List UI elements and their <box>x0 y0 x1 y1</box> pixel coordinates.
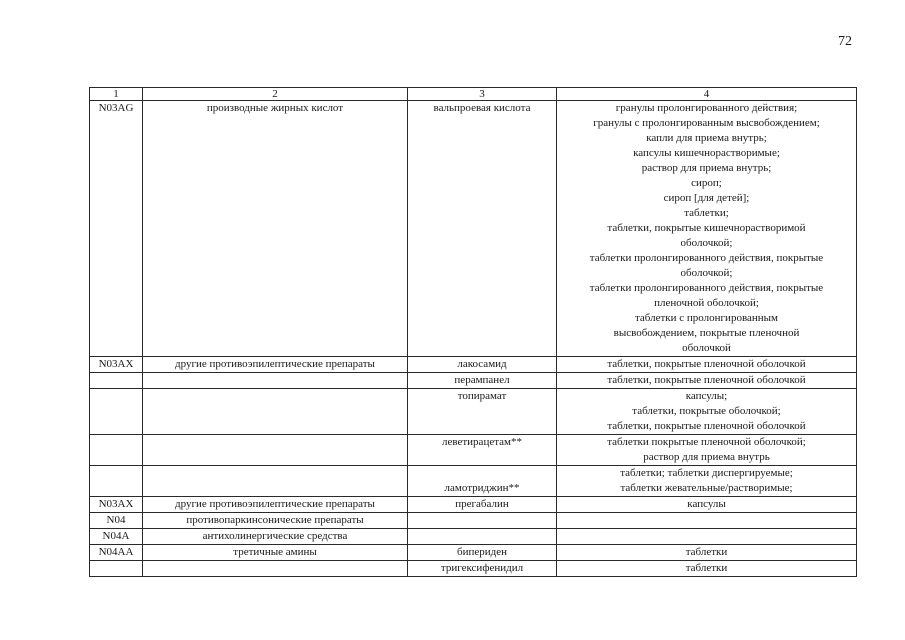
dosage-form-line: раствор для приема внутрь; <box>641 162 772 174</box>
dosage-form-line: таблетки, покрытые кишечнорастворимой <box>607 222 806 234</box>
drug-cell: ламотриджин** <box>408 466 557 497</box>
drug-cell: прегабалин <box>408 497 557 513</box>
header-col-2: 2 <box>143 88 408 101</box>
atc-code-cell <box>90 373 143 389</box>
dosage-form-line: гранулы с пролонгированным высвобождением; <box>593 117 820 129</box>
dosage-form-line: таблетки покрытые пленочной оболочкой; <box>607 436 806 448</box>
atc-code-cell: N03AG <box>90 101 143 357</box>
header-row <box>90 88 857 101</box>
dosage-forms-cell <box>557 466 857 497</box>
dosage-forms-cell <box>557 101 857 357</box>
table-row <box>90 529 857 545</box>
dosage-form-line: пленочной оболочкой; <box>654 297 759 309</box>
dosage-form-line: таблетки; <box>684 207 729 219</box>
drug-cell <box>408 513 557 529</box>
table-row <box>90 561 857 577</box>
dosage-form-line: капсулы <box>687 498 726 510</box>
atc-code-cell: N04A <box>90 529 143 545</box>
table-row <box>90 497 857 513</box>
page-number: 72 <box>838 34 852 49</box>
dosage-form-line: высвобождением, покрытые пленочной <box>613 327 800 339</box>
dosage-form-line: таблетки пролонгированного действия, покрытые <box>589 252 824 264</box>
atc-code-cell: N04 <box>90 513 143 529</box>
dosage-form-line: капли для приема внутрь; <box>646 132 767 144</box>
dosage-form-line <box>559 529 854 544</box>
drug-cell: тригексифенидил <box>408 561 557 577</box>
table-row <box>90 389 857 435</box>
dosage-form-line: оболочкой; <box>680 237 733 249</box>
table-row <box>90 466 857 497</box>
drug-cell: перампанел <box>408 373 557 389</box>
drug-cell: бипериден <box>408 545 557 561</box>
group-cell <box>143 435 408 466</box>
dosage-form-line: таблетки пролонгированного действия, покрытые <box>589 282 824 294</box>
table-row <box>90 101 857 357</box>
dosage-forms-cell <box>557 373 857 389</box>
table-row <box>90 357 857 373</box>
drug-cell: леветирацетам** <box>408 435 557 466</box>
dosage-form-line: таблетки жевательные/растворимые; <box>620 482 793 494</box>
group-cell <box>143 466 408 497</box>
drug-cell: лакосамид <box>408 357 557 373</box>
dosage-forms-cell <box>557 561 857 577</box>
group-cell: противопаркинсонические препараты <box>143 513 408 529</box>
atc-code-cell <box>90 466 143 497</box>
dosage-form-line: оболочкой <box>682 342 731 354</box>
group-cell: другие противоэпилептические препараты <box>143 357 408 373</box>
dosage-form-line: таблетки <box>685 562 728 574</box>
drug-table <box>89 87 857 577</box>
dosage-form-line: таблетки, покрытые пленочной оболочкой <box>607 420 806 432</box>
dosage-forms-cell <box>557 497 857 513</box>
header-col-4: 4 <box>557 88 857 101</box>
dosage-form-line: таблетки <box>685 546 728 558</box>
group-cell: антихолинергические средства <box>143 529 408 545</box>
drug-table-body <box>90 88 857 577</box>
dosage-forms-cell <box>557 513 857 529</box>
dosage-form-line: капсулы кишечнорастворимые; <box>633 147 780 159</box>
dosage-forms-cell <box>557 435 857 466</box>
dosage-form-line: капсулы; <box>685 390 728 402</box>
atc-code-cell <box>90 389 143 435</box>
table-row <box>90 545 857 561</box>
group-cell <box>143 373 408 389</box>
drug-cell <box>408 529 557 545</box>
drug-cell: вальпроевая кислота <box>408 101 557 357</box>
table-row <box>90 435 857 466</box>
dosage-form-line: сироп; <box>691 177 722 189</box>
group-cell: третичные амины <box>143 545 408 561</box>
dosage-forms-cell <box>557 357 857 373</box>
table-row <box>90 513 857 529</box>
group-cell <box>143 389 408 435</box>
atc-code-cell <box>90 561 143 577</box>
dosage-form-line: таблетки, покрытые пленочной оболочкой <box>607 374 806 386</box>
drug-cell: топирамат <box>408 389 557 435</box>
dosage-form-line <box>559 513 854 528</box>
dosage-forms-cell <box>557 545 857 561</box>
header-col-1: 1 <box>90 88 143 101</box>
dosage-form-line: таблетки, покрытые оболочкой; <box>632 405 781 417</box>
atc-code-cell <box>90 435 143 466</box>
group-cell <box>143 561 408 577</box>
dosage-form-line: раствор для приема внутрь <box>643 451 770 463</box>
dosage-form-line: таблетки, покрытые пленочной оболочкой <box>607 358 806 370</box>
dosage-form-line: таблетки с пролонгированным <box>634 312 778 324</box>
header-col-3: 3 <box>408 88 557 101</box>
dosage-form-line: гранулы пролонгированного действия; <box>615 102 798 114</box>
dosage-form-line: таблетки; таблетки диспергируемые; <box>620 467 793 479</box>
group-cell: другие противоэпилептические препараты <box>143 497 408 513</box>
table-row <box>90 373 857 389</box>
atc-code-cell: N04AA <box>90 545 143 561</box>
dosage-form-line: сироп [для детей]; <box>663 192 750 204</box>
group-cell: производные жирных кислот <box>143 101 408 357</box>
dosage-form-line: оболочкой; <box>680 267 733 279</box>
atc-code-cell: N03AX <box>90 357 143 373</box>
dosage-forms-cell <box>557 389 857 435</box>
dosage-forms-cell <box>557 529 857 545</box>
atc-code-cell: N03AX <box>90 497 143 513</box>
